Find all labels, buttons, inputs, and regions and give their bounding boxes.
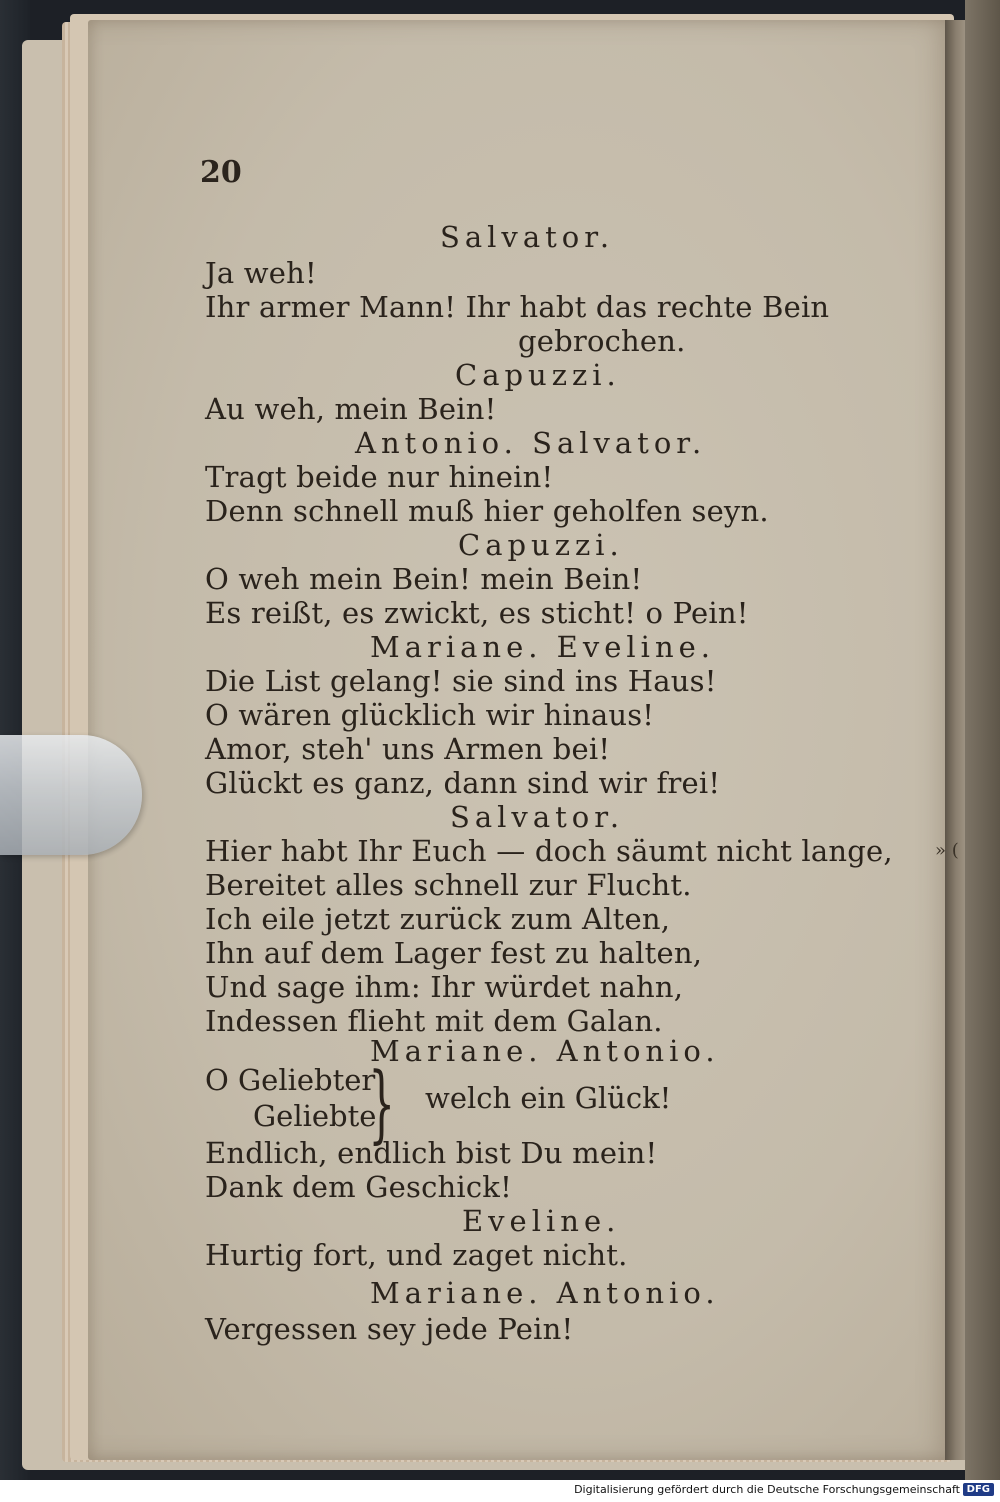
margin-mark: » ( bbox=[935, 840, 959, 861]
verse-line: Hier habt Ihr Euch — doch säumt nicht lange, bbox=[205, 834, 893, 868]
speaker-heading: Capuzzi. bbox=[455, 358, 621, 392]
speaker-heading: Mariane. Antonio. bbox=[370, 1276, 720, 1310]
verse-line: Dank dem Geschick! bbox=[205, 1170, 512, 1204]
speaker-heading: Mariane. Antonio. bbox=[370, 1034, 720, 1068]
speaker-heading: Salvator. bbox=[450, 800, 625, 834]
page-number: 20 bbox=[200, 155, 242, 190]
glass-clip bbox=[0, 735, 142, 855]
duet-right-line: welch ein Glück! bbox=[425, 1081, 672, 1115]
verse-line: Indessen flieht mit dem Galan. bbox=[205, 1004, 663, 1038]
verse-line: Au weh, mein Bein! bbox=[205, 392, 497, 426]
speaker-heading: Eveline. bbox=[462, 1204, 621, 1238]
speaker-heading: Salvator. bbox=[440, 220, 615, 254]
verse-line: Vergessen sey jede Pein! bbox=[205, 1312, 574, 1346]
verse-line: Hurtig fort, und zaget nicht. bbox=[205, 1238, 628, 1272]
verse-line: Bereitet alles schnell zur Flucht. bbox=[205, 868, 692, 902]
verse-line: Es reißt, es zwickt, es sticht! o Pein! bbox=[205, 596, 749, 630]
verse-line: Ich eile jetzt zurück zum Alten, bbox=[205, 902, 671, 936]
funding-credit: Digitalisierung gefördert durch die Deutsche Forschungsgemeinschaft bbox=[574, 1483, 960, 1496]
dfg-logo: DFG bbox=[963, 1483, 994, 1496]
verse-line: Die List gelang! sie sind ins Haus! bbox=[205, 664, 717, 698]
speaker-heading: Capuzzi. bbox=[458, 528, 624, 562]
verse-line: Ihn auf dem Lager fest zu halten, bbox=[205, 936, 703, 970]
speaker-heading: Mariane. Eveline. bbox=[370, 630, 716, 664]
verse-line: Tragt beide nur hinein! bbox=[205, 460, 554, 494]
verse-line: Ihr armer Mann! Ihr habt das rechte Bein bbox=[205, 290, 830, 324]
verse-line: Amor, steh' uns Armen bei! bbox=[205, 732, 611, 766]
curly-brace-glyph: } bbox=[368, 1054, 396, 1152]
verse-line: O weh mein Bein! mein Bein! bbox=[205, 562, 643, 596]
duet-left-line: Geliebte bbox=[253, 1099, 377, 1133]
verse-line: Endlich, endlich bist Du mein! bbox=[205, 1136, 658, 1170]
digitization-footer bbox=[0, 1480, 1000, 1502]
verse-line: Ja weh! bbox=[205, 256, 317, 290]
verse-line: O wären glücklich wir hinaus! bbox=[205, 698, 655, 732]
verse-line-continuation: gebrochen. bbox=[518, 324, 686, 358]
verse-line: Glückt es ganz, dann sind wir frei! bbox=[205, 766, 721, 800]
verse-line: Denn schnell muß hier geholfen seyn. bbox=[205, 494, 769, 528]
verse-line: Und sage ihm: Ihr würdet nahn, bbox=[205, 970, 684, 1004]
duet-left-line: O Geliebter bbox=[205, 1063, 376, 1097]
book-right-edge bbox=[965, 0, 1000, 1480]
speaker-heading: Antonio. Salvator. bbox=[355, 426, 707, 460]
